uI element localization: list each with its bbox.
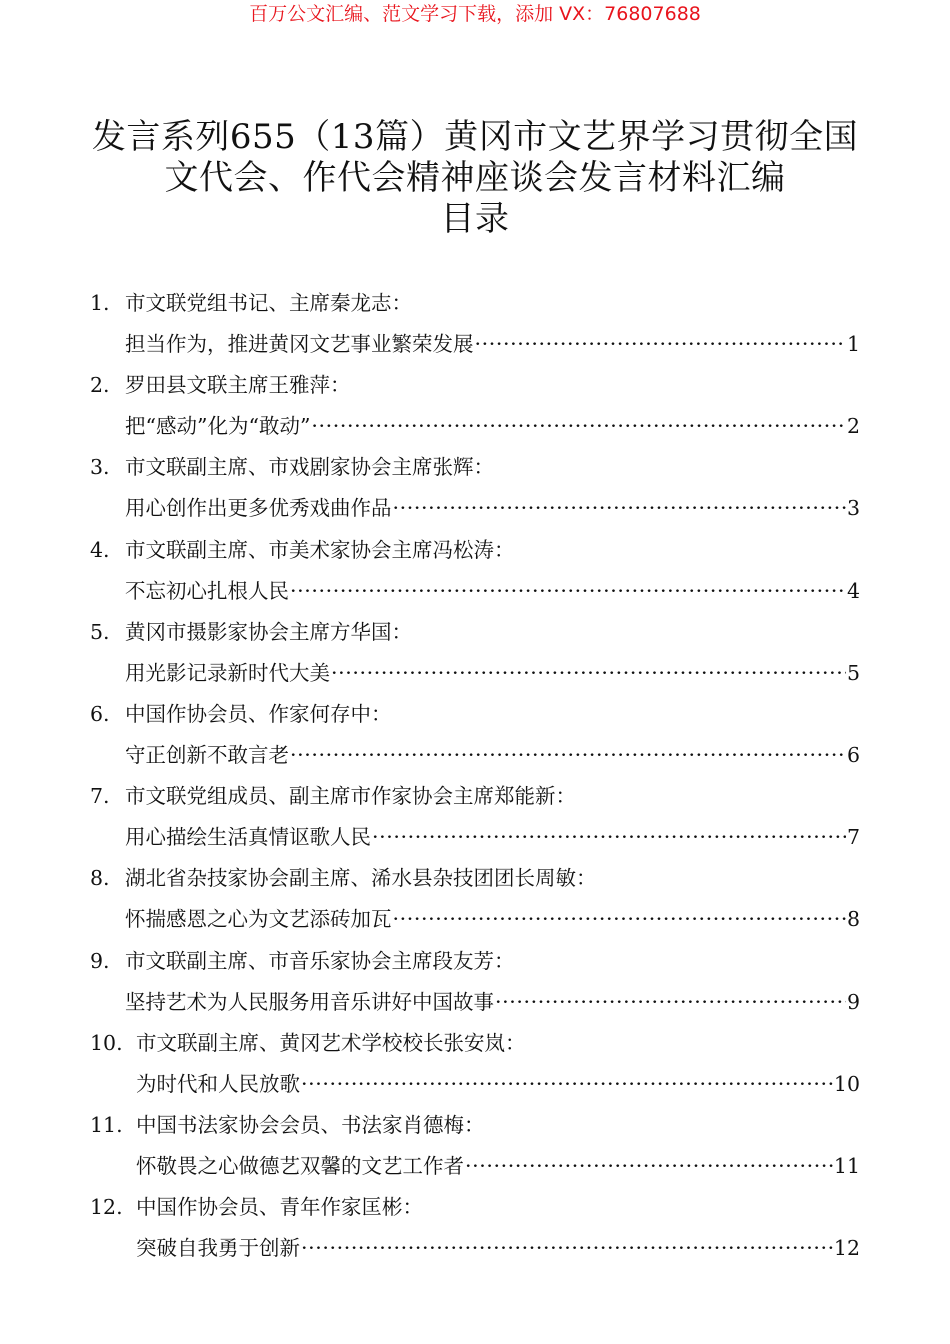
toc-number: 2. [90,373,110,398]
toc-speaker-line [90,530,860,571]
toc-number: 11. [90,1112,123,1137]
toc-title-line[interactable] [90,1146,860,1187]
toc-number: 9. [90,948,110,973]
toc-number: 7. [90,784,110,809]
toc-entry[interactable] [90,1105,860,1187]
toc-title-line[interactable] [90,488,860,529]
toc-entry[interactable] [90,365,860,447]
table-of-contents [90,283,860,1269]
toc-speaker-line [90,447,860,488]
toc-entry[interactable] [90,858,860,940]
toc-number: 3. [90,455,110,480]
toc-speaker: 市文联党组成员、副主席市作家协会主席郑能新： [125,784,576,809]
toc-speaker-line [90,1187,860,1228]
toc-speaker: 市文联副主席、市美术家协会主席冯松涛： [125,537,515,562]
toc-speaker: 中国作协会员、青年作家匡彬： [136,1195,423,1220]
toc-page-number: 6 [846,743,860,768]
toc-speaker-line [90,612,860,653]
toc-entry[interactable] [90,941,860,1023]
toc-number: 12. [90,1195,123,1220]
toc-speaker-line [90,941,860,982]
dot-leader [331,653,846,694]
toc-speaker-line [90,365,860,406]
toc-title[interactable]: 怀揣感恩之心为文艺添砖加瓦 [125,907,392,932]
toc-speaker: 市文联副主席、市音乐家协会主席段友芳： [125,948,515,973]
toc-page-number: 11 [833,1153,860,1178]
toc-title[interactable]: 用心创作出更多优秀戏曲作品 [125,496,392,521]
dot-leader [301,1228,833,1269]
toc-speaker-line [90,694,860,735]
toc-speaker: 市文联副主席、市戏剧家协会主席张辉： [125,455,494,480]
dot-leader [372,817,846,858]
toc-page-number: 12 [833,1236,860,1261]
toc-speaker-line [90,776,860,817]
toc-page-number: 5 [846,660,860,685]
toc-title[interactable]: 突破自我勇于创新 [136,1236,300,1261]
toc-number: 8. [90,866,110,891]
dot-leader [475,324,846,365]
watermark-banner: 百万公文汇编、范文学习下载，添加 VX：76807688 [249,3,701,25]
toc-title[interactable]: 守正创新不敢言老 [125,743,289,768]
toc-speaker-line [90,1023,860,1064]
document-title [0,117,950,240]
toc-title-line[interactable] [90,653,860,694]
title-line-2: 文代会、作代会精神座谈会发言材料汇编 [164,158,786,198]
toc-page-number: 2 [846,414,860,439]
toc-speaker: 市文联党组书记、主席秦龙志： [125,291,412,315]
toc-entry[interactable] [90,1023,860,1105]
toc-title[interactable]: 为时代和人民放歌 [136,1071,300,1096]
dot-leader [290,571,846,612]
toc-number: 4. [90,537,110,562]
toc-title[interactable]: 坚持艺术为人民服务用音乐讲好中国故事 [125,989,494,1014]
dot-leader [393,488,846,529]
toc-title[interactable]: 怀敬畏之心做德艺双馨的文艺工作者 [136,1153,464,1178]
toc-entry[interactable] [90,776,860,858]
toc-speaker-line [90,858,860,899]
dot-leader [393,899,846,940]
toc-title-line[interactable] [90,571,860,612]
toc-number: 1. [90,291,110,315]
toc-speaker: 黄冈市摄影家协会主席方华国： [125,619,412,644]
toc-speaker-line [90,1105,860,1146]
toc-title-line[interactable] [90,324,860,365]
toc-entry[interactable] [90,1187,860,1269]
toc-title-line[interactable] [90,406,860,447]
toc-entry[interactable] [90,612,860,694]
toc-entry[interactable] [90,283,860,365]
toc-title[interactable]: 用心描绘生活真情讴歌人民 [125,825,371,850]
toc-title[interactable]: 把“感动”化为“敢动” [125,414,311,439]
toc-title-line[interactable] [90,1064,860,1105]
toc-entry[interactable] [90,694,860,776]
toc-page-number: 7 [846,825,860,850]
dot-leader [495,982,846,1023]
toc-speaker: 中国作协会员、作家何存中： [125,701,392,726]
toc-number: 10. [90,1030,123,1055]
toc-number: 5. [90,619,110,644]
toc-page-number: 1 [846,332,860,357]
toc-title-line[interactable] [90,817,860,858]
toc-entry[interactable] [90,447,860,529]
toc-page-number: 8 [846,907,860,932]
title-line-1: 发言系列655（13篇）黄冈市文艺界学习贯彻全国 [91,117,859,157]
dot-leader [311,406,846,447]
toc-page-number: 9 [846,989,860,1014]
toc-entry[interactable] [90,530,860,612]
toc-speaker: 市文联副主席、黄冈艺术学校校长张安岚： [136,1030,526,1055]
dot-leader [465,1146,833,1187]
toc-speaker: 湖北省杂技家协会副主席、浠水县杂技团团长周敏： [125,866,597,891]
toc-title[interactable]: 用光影记录新时代大美 [125,660,330,685]
toc-page-number: 3 [846,496,860,521]
toc-speaker: 罗田县文联主席王雅萍： [125,373,351,398]
toc-title-line[interactable] [90,1228,860,1269]
toc-page-number: 10 [833,1071,860,1096]
toc-title[interactable]: 不忘初心扎根人民 [125,578,289,603]
toc-number: 6. [90,701,110,726]
toc-speaker-line [90,283,860,324]
toc-heading: 目录 [440,199,510,239]
toc-speaker: 中国书法家协会会员、书法家肖德梅： [136,1112,485,1137]
toc-title-line[interactable] [90,735,860,776]
toc-title-line[interactable] [90,982,860,1023]
dot-leader [301,1064,833,1105]
toc-title-line[interactable] [90,899,860,940]
toc-title[interactable]: 担当作为，推进黄冈文艺事业繁荣发展 [125,332,474,357]
toc-page-number: 4 [846,578,860,603]
dot-leader [290,735,846,776]
